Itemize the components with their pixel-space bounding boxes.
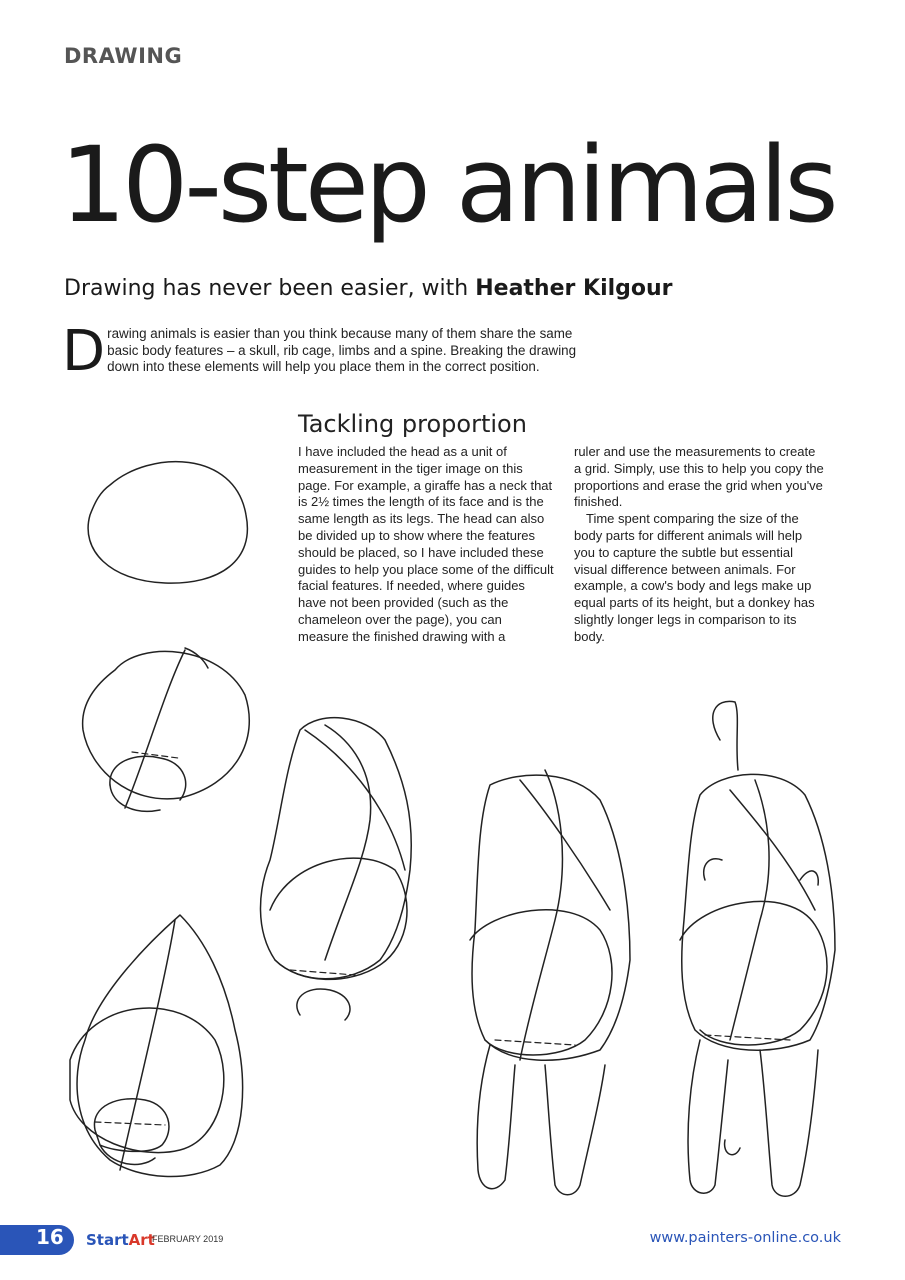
article-subtitle bbox=[64, 276, 673, 301]
body-paragraph: I have included the head as a unit of measurement in the tiger image on this page. For example, a giraffe has a neck that is 2½ times the length of its face and is the same length as its legs. The head can also be divided up to show where the features should be placed, so I have included these guides to help you place some of the difficult facial features. If needed, where guides have not been provided (such as the chameleon over the page), you can measure the finished drawing with a bbox=[298, 444, 554, 644]
magazine-brand bbox=[86, 1231, 155, 1249]
drawing-step-head-ears bbox=[70, 915, 243, 1176]
page-number: 16 bbox=[36, 1225, 64, 1249]
section-label: DRAWING bbox=[64, 44, 183, 68]
drawing-step-body-outline bbox=[260, 718, 411, 1020]
tiger-step-drawings bbox=[0, 440, 905, 1220]
page-footer bbox=[0, 1222, 905, 1262]
brand-start-text: Start bbox=[86, 1231, 129, 1249]
intro-paragraph bbox=[62, 319, 594, 384]
intro-text: rawing animals is easier than you think because many of them share the same basic body features – a skull, rib cage, limbs and a spine. Breaking the drawing down into these elements will help you place them in the correct position. bbox=[107, 326, 577, 374]
issue-date: FEBRUARY 2019 bbox=[152, 1234, 224, 1244]
body-paragraph: Time spent comparing the size of the body parts for different animals will help you to capture the subtle but essential visual difference between animals. For example, a cow's body and legs make up equal parts of its height, but a donkey has slightly longer legs in comparison to its body. bbox=[574, 511, 815, 644]
drawing-step-body-tail bbox=[680, 701, 835, 1196]
section-heading: Tackling proportion bbox=[298, 410, 527, 438]
drawing-step-body-legs bbox=[470, 770, 630, 1195]
drawing-step-head-guides bbox=[83, 648, 250, 811]
article-title: 10-step animals bbox=[60, 124, 835, 246]
website-link[interactable]: www.painters-online.co.uk bbox=[649, 1230, 841, 1246]
body-paragraph: ruler and use the measurements to create a grid. Simply, use this to help you copy the proportions and erase the grid when you've finished. bbox=[574, 444, 824, 510]
brand-art-text: Art bbox=[128, 1231, 155, 1249]
author-name: Heather Kilgour bbox=[475, 276, 673, 301]
drop-cap: D bbox=[62, 319, 106, 384]
drawing-step-head-oval bbox=[88, 462, 247, 583]
subtitle-text: Drawing has never been easier, with bbox=[64, 276, 476, 301]
